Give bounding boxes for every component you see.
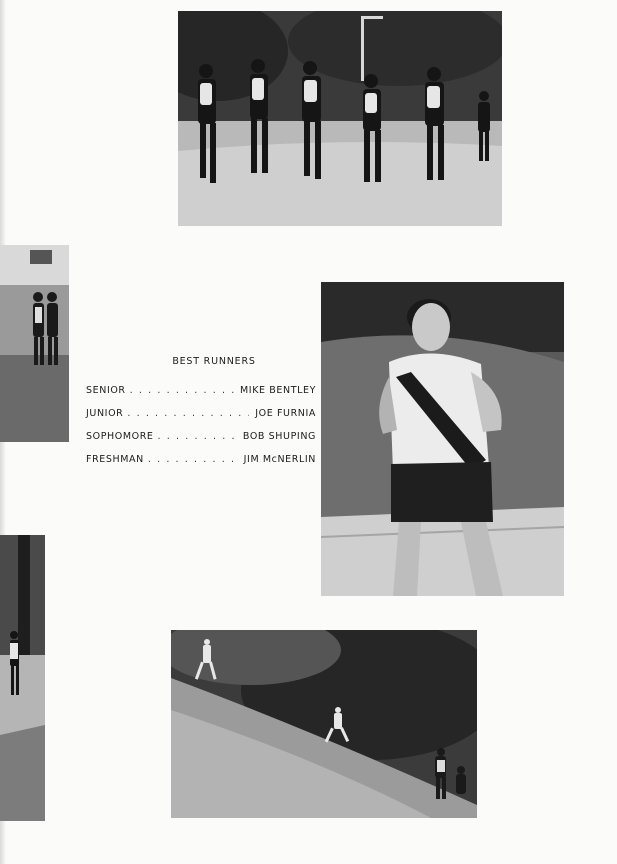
award-row [86, 385, 316, 408]
team-running-photo [178, 11, 502, 226]
award-runner-name: JOE FURNIA [255, 408, 316, 419]
award-row [86, 431, 316, 454]
hillside-race-photo [171, 630, 477, 818]
award-category: JUNIOR [86, 408, 124, 419]
best-runners-list [86, 356, 316, 477]
award-category: SOPHOMORE [86, 431, 154, 442]
award-category: FRESHMAN [86, 454, 144, 465]
award-runner-name: MIKE BENTLEY [240, 385, 316, 396]
dot-leader [158, 431, 237, 442]
left-edge-runners-photo [0, 245, 69, 442]
best-runners-title: BEST RUNNERS [172, 356, 256, 367]
dot-leader [130, 385, 234, 396]
award-category: SENIOR [86, 385, 126, 396]
award-runner-name: JIM McNERLIN [243, 454, 316, 465]
award-row [86, 454, 316, 477]
dot-leader [148, 454, 238, 465]
dot-leader [127, 408, 249, 419]
featured-runner-photo [321, 282, 564, 596]
award-row [86, 408, 316, 431]
left-edge-trail-photo [0, 535, 45, 821]
award-runner-name: BOB SHUPING [242, 431, 316, 442]
